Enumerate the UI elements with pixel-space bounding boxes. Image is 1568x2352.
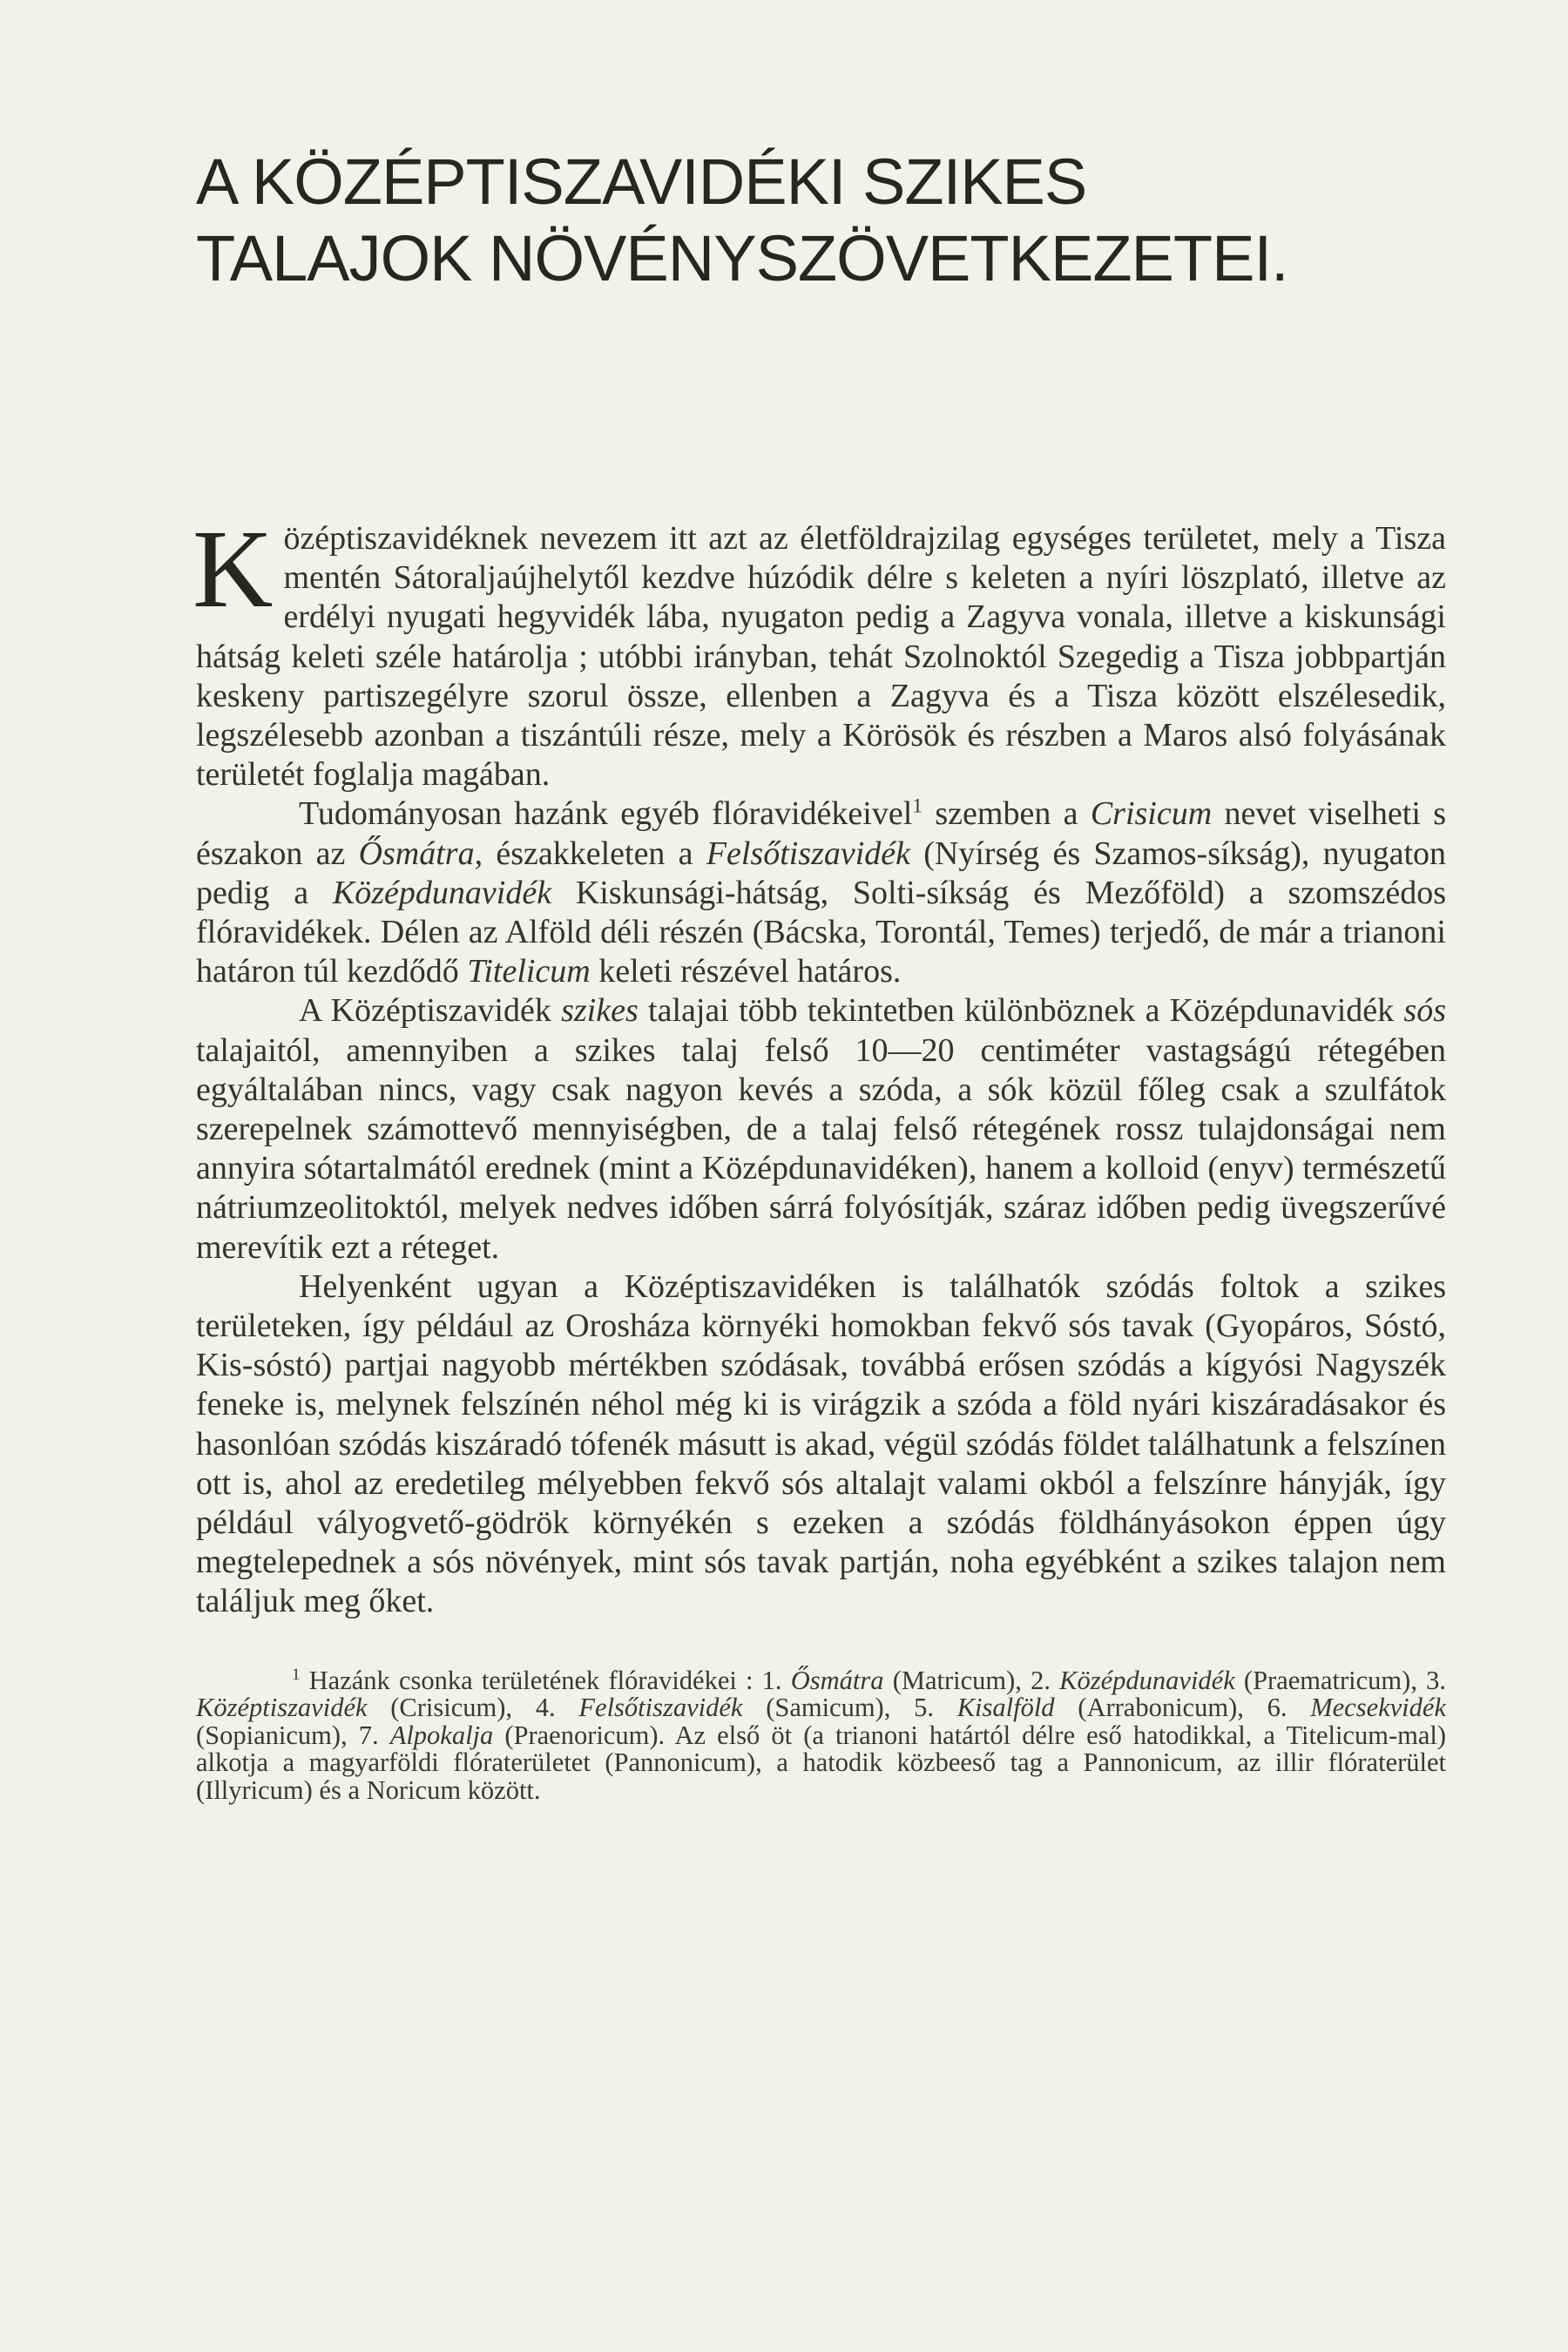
drop-cap: K (193, 507, 274, 631)
fn-text-5: (Samicum), 5. (742, 1693, 957, 1723)
p3-text-1: A Középtiszavidék (299, 992, 562, 1030)
footnote-reference[interactable]: 1 (912, 794, 923, 818)
fn-text-7: (Sopianicum), 7. (196, 1720, 390, 1750)
paragraph-3 (196, 991, 1446, 1267)
footnote (196, 1667, 1446, 1805)
footnote-mark: 1 (292, 1665, 301, 1684)
fn-italic-alpokalja: Alpokalja (389, 1720, 494, 1750)
p2-text-3: nevet viselheti s északon az (196, 795, 1446, 872)
p2-italic-osmatra: Ősmátra (358, 835, 475, 872)
article-body (193, 507, 1447, 1805)
p3-italic-sos: sós (1403, 992, 1446, 1030)
p2-text-4: , északkeleten a (474, 835, 706, 872)
paragraph-1-text: özéptiszavidéknek nevezem itt azt az életföldrajzilag egységes területet, mely a Tisza mentén Sátoraljaújhelytől kezdve húzódik délre s keleten a nyíri löszplató, illetve az erdélyi nyugati hegyvidék lába, nyugaton pedig a Zagyva vonala, illetve a kiskunsági hátság keleti széle határolja ; utóbbi irányban, tehát Szolnoktól Szegedig a Tisza jobbpartján keskeny partiszegélyre szorul össze, ellenben a Zagyva és a Tisza között elszélesedik, legszélesebb azonban a tiszántúli része, mely a Körösök és részben a Maros alsó folyásának területét foglalja magában. (196, 520, 1446, 794)
fn-text-8: (Praenoricum). Az első öt (a trianoni határtól délre eső hatodikkal, a Titelicum-mal) alkotja a magyarföldi flóraterületet (Pannonicum), a hatodik közbeeső tag a Pannonicum, az illir flóraterület (Illyricum) és a Noricum között. (196, 1720, 1446, 1805)
fn-text-3: (Praematricum), 3. (1234, 1665, 1446, 1695)
p2-text-2: szemben a (923, 795, 1091, 833)
fn-italic-kozepdunavidek: Középdunavidék (1059, 1665, 1235, 1695)
title-line-1: A KÖZÉPTISZAVIDÉKI SZIKES (196, 145, 1087, 218)
fn-italic-kisalfold: Kisalföld (956, 1693, 1055, 1723)
fn-italic-mecsekvidek: Mecsekvidék (1310, 1693, 1446, 1723)
p2-text-7: keleti részével határos. (590, 953, 902, 990)
paragraph-4 (196, 1267, 1446, 1622)
p2-italic-titelicum: Titelicum (467, 953, 591, 990)
p3-italic-szikes: szikes (561, 992, 639, 1030)
fn-italic-kozeptiszavidek: Középtiszavidék (196, 1693, 368, 1723)
fn-italic-osmatra: Ősmátra (790, 1665, 884, 1695)
title-line-2: TALAJOK NÖVÉNYSZÖVETKEZETEI. (196, 222, 1288, 294)
p2-text-5: (Nyírség és Szamos-síkság), nyugaton pedig a (196, 835, 1447, 911)
fn-italic-felsotiszavidek: Felsőtiszavidék (578, 1693, 743, 1723)
page-title (196, 144, 1446, 297)
paragraph-2 (196, 794, 1446, 991)
fn-text-2: (Matricum), 2. (883, 1665, 1060, 1695)
p2-text-1: Tudományosan hazánk egyéb flóravidékeivel (299, 795, 913, 833)
p3-text-3: talajaitól, amennyiben a szikes talaj felső 10—20 centiméter vastagságú rétegében egyáltalában nincs, vagy csak nagyon kevés a szóda, a sók közül főleg csak a szulfátok szerepelnek számottevő mennyiségben, de a talaj felső rétegének rossz tulajdonságai nem annyira sótartalmától erednek (mint a Középdunavidéken), hanem a kolloid (enyv) természetű nátriumzeolitoktól, melyek nedves időben sárrá folyósítják, száraz időben pedig üvegszerűvé merevítik ezt a réteget. (196, 1031, 1446, 1266)
paragraph-4-text: Helyenként ugyan a Középtiszavidéken is találhatók szódás foltok a szikes területeken, így például az Orosháza környéki homokban fekvő sós tavak (Gyopáros, Sóstó, Kis-sóstó) partjai nagyobb mértékben szódásak, továbbá erősen szódás a kígyósi Nagyszék feneke is, melynek felszínén néhol még ki is virágzik a szóda a föld nyári kiszáradásakor és hasonlóan szódás kiszáradó tófenék másutt is akad, végül szódás földet találhatunk a felszínen ott is, ahol az eredetileg mélyebben fekvő sós altalajt valami okból a felszínre hányják, így például vályogvető-gödrök környékén s ezeken a szódás földhányásokon éppen úgy megtelepednek a sós növények, mint sós tavak partján, noha egyébként a szikes talajon nem találjuk meg őket. (196, 1267, 1446, 1620)
fn-text-6: (Arrabonicum), 6. (1054, 1693, 1311, 1723)
fn-text-4: (Crisicum), 4. (367, 1693, 579, 1723)
p2-italic-kozepdunavidek: Középdunavidék (332, 874, 552, 911)
p2-italic-felsotiszavidek: Felsőtiszavidék (706, 835, 911, 872)
fn-text-1: Hazánk csonka területének flóravidékei : 1. (300, 1665, 791, 1695)
paragraph-1 (193, 507, 1446, 794)
p2-text-6: Kiskunsági-hátság, Solti-síkság és Mezőföld) a szomszédos flóravidékek. Délen az Alföld déli részén (Bácska, Torontál, Temes) terjedő, de már a trianoni határon túl kezdődő (196, 874, 1446, 990)
p3-text-2: talajai több tekintetben különböznek a Középdunavidék (638, 992, 1404, 1030)
p2-italic-crisicum: Crisicum (1090, 795, 1213, 833)
